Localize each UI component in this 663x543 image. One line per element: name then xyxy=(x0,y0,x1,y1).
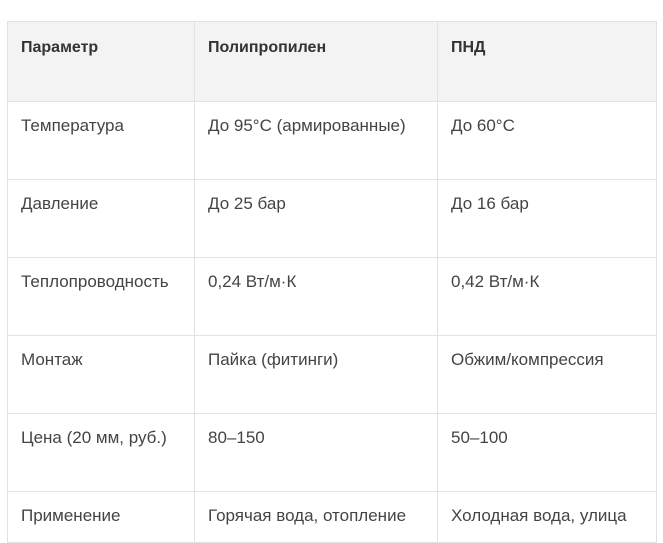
header-row xyxy=(8,22,657,102)
polypropylene-value: До 95°C (армированные) xyxy=(195,102,438,180)
pnd-value: Холодная вода, улица xyxy=(438,492,657,543)
polypropylene-value: Горячая вода, отопление xyxy=(195,492,438,543)
polypropylene-value: 0,24 Вт/м·К xyxy=(195,258,438,336)
table-row xyxy=(8,102,657,180)
header-polypropylene: Полипропилен xyxy=(195,22,438,102)
pnd-value: 50–100 xyxy=(438,414,657,492)
row-label: Монтаж xyxy=(8,336,195,414)
table-row xyxy=(8,414,657,492)
pnd-value: До 16 бар xyxy=(438,180,657,258)
pnd-value: 0,42 Вт/м·К xyxy=(438,258,657,336)
row-label: Цена (20 мм, руб.) xyxy=(8,414,195,492)
polypropylene-value: До 25 бар xyxy=(195,180,438,258)
table-row xyxy=(8,180,657,258)
table-header xyxy=(8,22,657,102)
header-pnd: ПНД xyxy=(438,22,657,102)
polypropylene-value: 80–150 xyxy=(195,414,438,492)
row-label: Теплопроводность xyxy=(8,258,195,336)
polypropylene-value: Пайка (фитинги) xyxy=(195,336,438,414)
comparison-table-container xyxy=(7,21,656,543)
table-row xyxy=(8,336,657,414)
pnd-value: Обжим/компрессия xyxy=(438,336,657,414)
table-body xyxy=(8,102,657,543)
table-row xyxy=(8,492,657,543)
row-label: Применение xyxy=(8,492,195,543)
header-parameter: Параметр xyxy=(8,22,195,102)
comparison-table xyxy=(7,21,657,543)
pnd-value: До 60°C xyxy=(438,102,657,180)
row-label: Температура xyxy=(8,102,195,180)
row-label: Давление xyxy=(8,180,195,258)
table-row xyxy=(8,258,657,336)
